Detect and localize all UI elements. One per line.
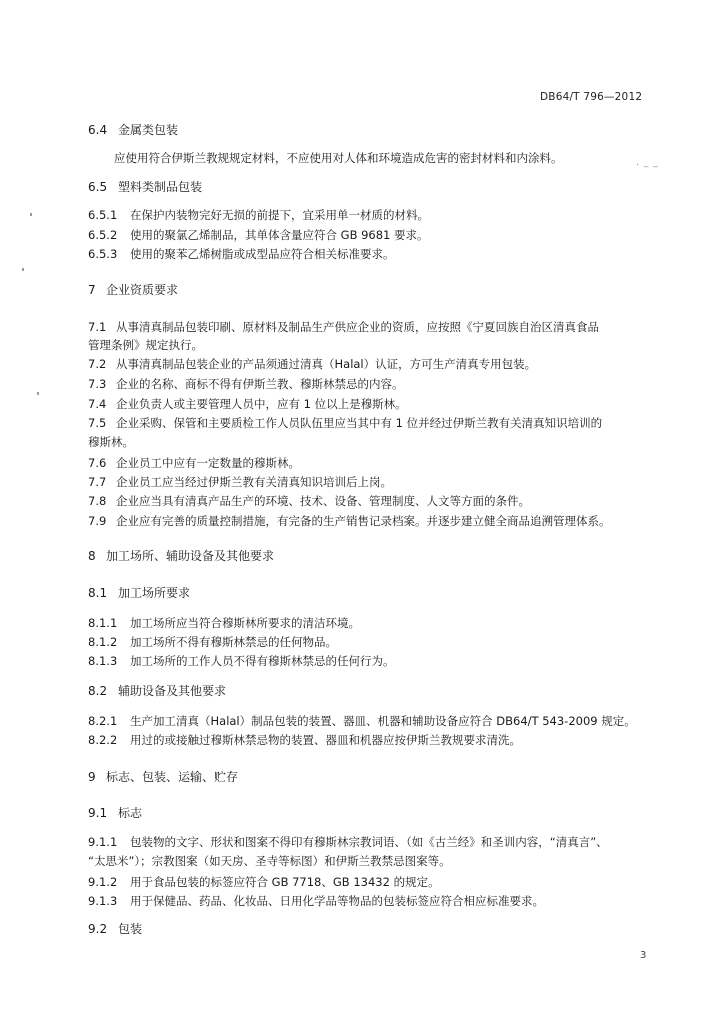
- clause-6-5-1: [88, 208, 429, 222]
- clause-text: 企业员工应当经过伊斯兰教有关清真知识培训后上岗。: [116, 475, 392, 489]
- section-title: 包装: [118, 922, 143, 936]
- section-9-2: [88, 922, 142, 936]
- paragraph-6-4: [114, 151, 563, 165]
- clause-7-7: [88, 475, 392, 489]
- clause-text: 企业采购、保管和主要质检工作人员队伍里应当其中有 1 位并经过伊斯兰教有关清真知识培训的: [116, 416, 603, 430]
- clause-7-1: [88, 320, 599, 334]
- section-number: 6.5: [88, 180, 108, 194]
- clause-text: 包装物的文字、形状和图案不得印有穆斯林宗教词语、（如《古兰经》和圣训内容，“清真言”、: [130, 835, 608, 849]
- clause-number: 7.8: [88, 494, 107, 508]
- clause-text: 用于食品包装的标签应符合 GB 7718、GB 13432 的规定。: [130, 875, 440, 889]
- section-number: 9.2: [88, 922, 108, 936]
- clause-7-8: [88, 494, 530, 508]
- clause-7-2: [88, 357, 536, 371]
- clause-text: 加工场所不得有穆斯林禁忌的任何物品。: [130, 635, 337, 649]
- section-title: 企业资质要求: [106, 283, 179, 297]
- section-title: 金属类包装: [118, 123, 179, 137]
- clause-text: 企业应有完善的质量控制措施，有完备的生产销售记录档案。并逐步建立健全商品追溯管理体系。: [116, 514, 611, 528]
- document-code: DB64/T 796—2012: [540, 91, 643, 103]
- clause-number: 9.1.3: [88, 894, 118, 908]
- clause-8-2-1: [88, 714, 636, 728]
- section-title: 辅助设备及其他要求: [118, 684, 227, 698]
- section-number: 8.1: [88, 586, 108, 600]
- clause-number: 7.9: [88, 514, 107, 528]
- clause-text: 企业的名称、商标不得有伊斯兰教、穆斯林禁忌的内容。: [116, 377, 404, 391]
- dot-marks: . _ _: [636, 158, 659, 168]
- section-title: 加工场所要求: [118, 586, 191, 600]
- clause-7-3: [88, 377, 404, 391]
- scan-mark: [37, 392, 39, 395]
- clause-text: 加工场所的工作人员不得有穆斯林禁忌的任何行为。: [130, 654, 395, 668]
- clause-9-1-1-cont: [88, 854, 451, 868]
- clause-8-2-2: [88, 733, 521, 747]
- clause-number: 7.1: [88, 320, 107, 334]
- clause-text: “太思米”）；宗教图案（如天房、圣寺等标图）和伊斯兰教禁忌图案等。: [88, 854, 451, 868]
- clause-text: 用于保健品、药品、化妆品、日用化学品等物品的包装标签应符合相应标准要求。: [130, 894, 544, 908]
- clause-9-1-1: [88, 835, 608, 849]
- clause-number: 8.2.2: [88, 733, 118, 747]
- clause-text: 生产加工清真（Halal）制品包装的装置、器皿、机器和辅助设备应符合 DB64/T 543-2009 规定。: [130, 714, 636, 728]
- clause-text: 在保护内装物完好无损的前提下，宜采用单一材质的材料。: [130, 208, 429, 222]
- section-title: 标志: [118, 806, 143, 820]
- section-title: 标志、包装、运输、贮存: [106, 770, 239, 784]
- clause-number: 8.1.2: [88, 635, 118, 649]
- clause-number: 7.3: [88, 377, 107, 391]
- section-number: 9.1: [88, 806, 108, 820]
- clause-number: 7.5: [88, 416, 107, 430]
- clause-8-1-2: [88, 635, 337, 649]
- section-8-2: [88, 684, 226, 698]
- section-9-1: [88, 806, 142, 820]
- section-8-1: [88, 586, 190, 600]
- section-number: 7: [88, 283, 96, 297]
- clause-text: 企业负责人或主要管理人员中，应有 1 位以上是穆斯林。: [116, 397, 407, 411]
- clause-text: 企业应当具有清真产品生产的环境、技术、设备、管理制度、人文等方面的条件。: [116, 494, 530, 508]
- section-number: 8.2: [88, 684, 108, 698]
- clause-text: 加工场所应当符合穆斯林所要求的清洁环境。: [130, 616, 360, 630]
- clause-6-5-2: [88, 228, 429, 242]
- clause-text: 穆斯林。: [88, 435, 134, 449]
- clause-number: 7.2: [88, 357, 107, 371]
- clause-9-1-3: [88, 894, 544, 908]
- clause-9-1-2: [88, 875, 440, 889]
- section-number: 9: [88, 770, 96, 784]
- clause-7-4: [88, 397, 407, 411]
- page-number: 3: [640, 950, 647, 961]
- clause-number: 7.6: [88, 456, 107, 470]
- clause-number: 7.7: [88, 475, 107, 489]
- clause-text: 用过的或接触过穆斯林禁忌物的装置、器皿和机器应按伊斯兰教规要求清洗。: [130, 733, 521, 747]
- section-7: [88, 283, 178, 297]
- clause-text: 从事清真制品包装企业的产品须通过清真（Halal）认证，方可生产清真专用包装。: [116, 357, 537, 371]
- scan-mark: [30, 213, 32, 216]
- clause-8-1-3: [88, 654, 395, 668]
- clause-7-1-cont: [88, 338, 203, 352]
- clause-number: 9.1.1: [88, 835, 118, 849]
- clause-7-9: [88, 514, 611, 528]
- section-8: [88, 549, 274, 563]
- section-6-4: [88, 123, 178, 137]
- paragraph-text: 应使用符合伊斯兰教规规定材料，不应使用对人体和环境造成危害的密封材料和内涂料。: [114, 151, 563, 165]
- clause-text: 使用的聚苯乙烯树脂或成型品应符合相关标准要求。: [130, 247, 395, 261]
- clause-number: 6.5.2: [88, 228, 118, 242]
- clause-number: 8.1.1: [88, 616, 118, 630]
- clause-7-5: [88, 416, 602, 430]
- clause-text: 从事清真制品包装印刷、原材料及制品生产供应企业的资质，应按照《宁夏回族自治区清真食品: [116, 320, 599, 334]
- section-title: 加工场所、辅助设备及其他要求: [106, 549, 275, 563]
- clause-8-1-1: [88, 616, 360, 630]
- section-9: [88, 770, 238, 784]
- clause-number: 6.5.1: [88, 208, 118, 222]
- section-number: 6.4: [88, 123, 108, 137]
- clause-number: 6.5.3: [88, 247, 118, 261]
- scan-mark: [22, 268, 24, 271]
- section-title: 塑料类制品包装: [118, 180, 203, 194]
- clause-number: 8.2.1: [88, 714, 118, 728]
- clause-7-6: [88, 456, 300, 470]
- clause-7-5-cont: [88, 435, 134, 449]
- clause-6-5-3: [88, 247, 395, 261]
- section-6-5: [88, 180, 202, 194]
- section-number: 8: [88, 549, 96, 563]
- clause-number: 7.4: [88, 397, 107, 411]
- clause-text: 管理条例》规定执行。: [88, 338, 203, 352]
- clause-number: 8.1.3: [88, 654, 118, 668]
- clause-number: 9.1.2: [88, 875, 118, 889]
- clause-text: 使用的聚氯乙烯制品，其单体含量应符合 GB 9681 要求。: [130, 228, 429, 242]
- clause-text: 企业员工中应有一定数量的穆斯林。: [116, 456, 300, 470]
